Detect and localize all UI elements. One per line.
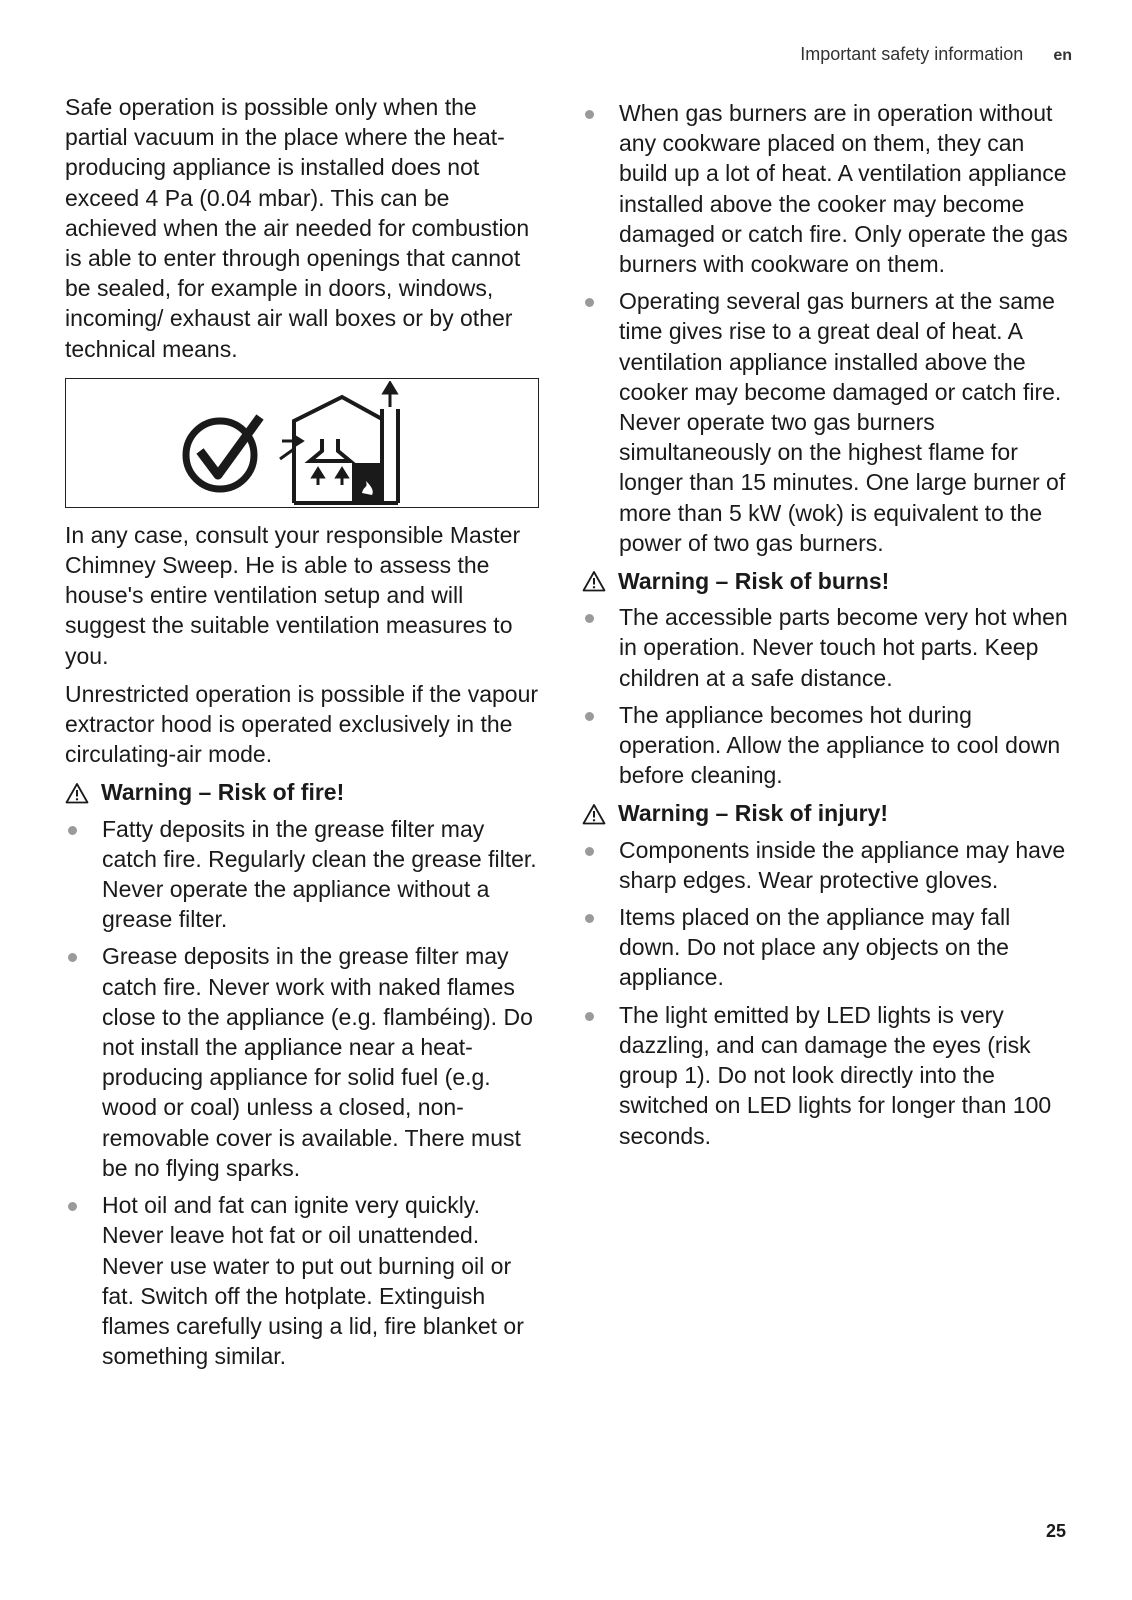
warning-fire-label: Warning – Risk of fire! <box>101 779 345 806</box>
fire-warning-list <box>65 814 545 1372</box>
list-item: Components inside the appliance may have sharp edges. Wear protective gloves. <box>582 835 1072 895</box>
paragraph-chimney-sweep: In any case, consult your responsible Master Chimney Sweep. He is able to assess the house's entire ventilation setup and will suggest the suitable ventilation measures to you. <box>65 521 521 669</box>
injury-warning-list <box>582 835 1072 1151</box>
paragraph-vacuum: Safe operation is possible only when the partial vacuum in the place where the heat-producing appliance is installed does not exceed 4 Pa (0.04 mbar). This can be achieved when the air needed for combustion is able to enter through openings that cannot be sealed, for example in doors, windows, incoming/ exhaust air wall boxes or by other technical means. <box>65 94 530 362</box>
left-column <box>65 92 545 1378</box>
warning-triangle-icon <box>582 803 606 825</box>
ventilation-diagram <box>182 381 422 505</box>
list-item: Items placed on the appliance may fall down. Do not place any objects on the appliance. <box>582 902 1072 993</box>
language-code: en <box>1053 47 1072 64</box>
gas-burner-list <box>582 98 1072 558</box>
page-number: 25 <box>1045 1521 1066 1541</box>
warning-injury-heading <box>582 798 1072 828</box>
section-title: Important safety information <box>800 44 1024 64</box>
warning-fire-heading <box>65 777 545 807</box>
list-item: Hot oil and fat can ignite very quickly. Never leave hot fat or oil unattended. Never use water to put out burning oil or fat. Switch off the hotplate. Extinguish flames carefully using a lid, fire blanket or something similar. <box>65 1190 545 1371</box>
page-header <box>800 44 1072 65</box>
list-item: The light emitted by LED lights is very dazzling, and can damage the eyes (risk group 1). Do not look directly into the switched on LED lights for longer than 100 seconds. <box>582 1000 1072 1151</box>
warning-burns-label: Warning – Risk of burns! <box>618 568 890 595</box>
warning-injury-label: Warning – Risk of injury! <box>618 800 889 827</box>
right-column <box>582 98 1072 1158</box>
check-icon <box>186 417 260 489</box>
warning-triangle-icon <box>582 570 606 592</box>
list-item: The appliance becomes hot during operation. Allow the appliance to cool down before cleaning. <box>582 700 1072 791</box>
list-item: Operating several gas burners at the same time gives rise to a great deal of heat. A ventilation appliance installed above the cooker may become damaged or catch fire. Never operate two gas burners simultaneously on the highest flame for longer than 15 minutes. One large burner of more than 5 kW (wok) is equivalent to the power of two gas burners. <box>582 286 1072 558</box>
warning-burns-heading <box>582 566 1072 596</box>
burns-warning-list <box>582 602 1072 790</box>
house-icon <box>294 397 398 503</box>
list-item: Grease deposits in the grease filter may catch fire. Never work with naked flames close to the appliance (e.g. flambéing). Do not install the appliance near a heat-producing appliance for solid fuel (e.g. wood or coal) unless a closed, non-removable cover is available. There must be no flying sparks. <box>65 941 545 1183</box>
list-item: When gas burners are in operation without any cookware placed on them, they can build up a lot of heat. A ventilation appliance installed above the cooker may become damaged or catch fire. Only operate the gas burners with cookware on them. <box>582 98 1072 279</box>
ventilation-illustration <box>65 378 539 508</box>
paragraph-circulating-air: Unrestricted operation is possible if the vapour extractor hood is operated exclusively in the circulating-air mode. <box>65 680 539 768</box>
list-item: Fatty deposits in the grease filter may catch fire. Regularly clean the grease filter. Never operate the appliance without a grease filter. <box>65 814 545 935</box>
warning-triangle-icon <box>65 782 89 804</box>
list-item: The accessible parts become very hot when in operation. Never touch hot parts. Keep children at a safe distance. <box>582 602 1072 693</box>
